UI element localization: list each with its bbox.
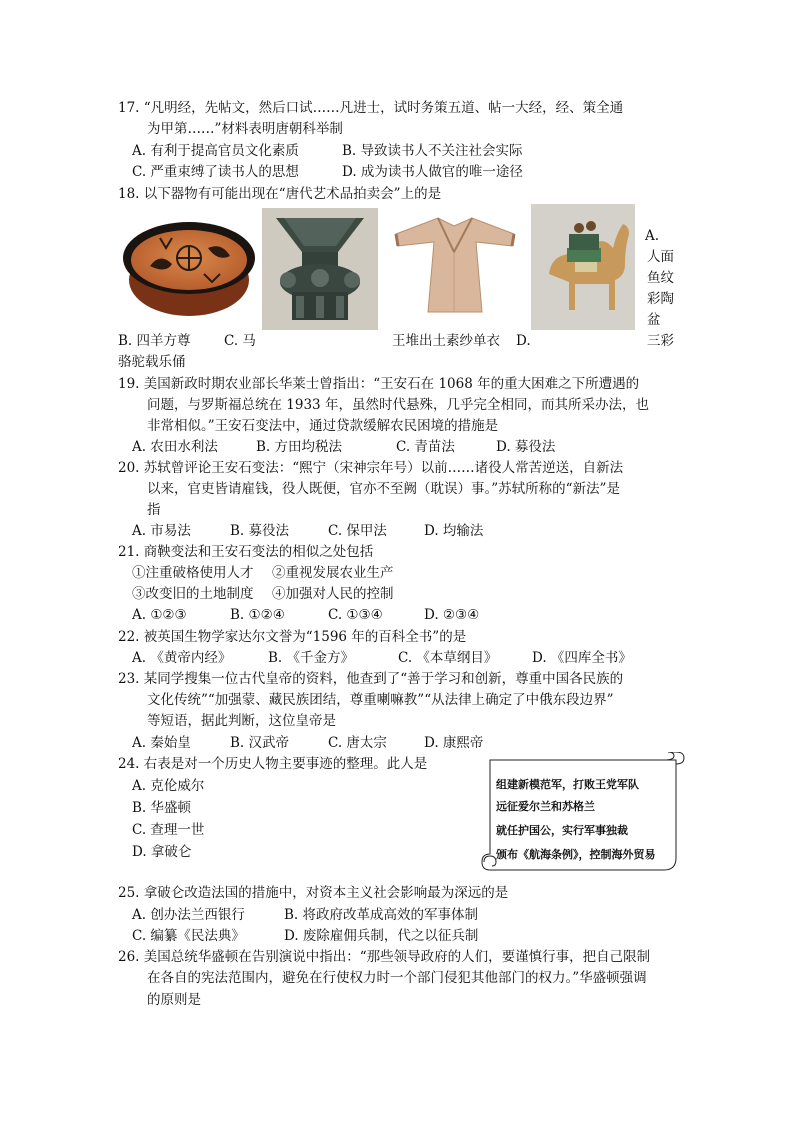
q18-option-c-continued: 王堆出土素纱单衣 [392,333,500,349]
q19-options [132,437,555,457]
q22-option-c[interactable]: C. 《本草纲目》 [398,650,498,666]
q21-item-3: ③改变旧的土地制度 [132,586,254,602]
q17-options-row2 [132,162,523,182]
q19-option-b[interactable]: B. 方田均税法 [256,439,343,455]
q18-option-a-text-2: 鱼纹 [647,270,674,286]
q21-stem: 21. 商鞅变法和王安石变法的相似之处包括 [118,544,374,560]
q23-options [132,733,483,753]
q19-option-a[interactable]: A. 农田水利法 [132,439,218,455]
q24-table-row-2: 远征爱尔兰和苏格兰 [496,800,595,813]
tricolor-camel-figurine-image [531,204,635,330]
q20-stem-line2: 以来，官吏皆请雇钱，役人既便，官亦不至阙（耽误）事。”苏轼所称的“新法”是 [147,481,620,497]
painted-pottery-basin-image [120,208,258,326]
q21-item-4: ④加强对人民的控制 [272,586,394,602]
q22-options [132,648,632,668]
q18-option-d-tail-1: 三彩 [647,333,674,349]
q17-options-row1 [132,141,523,161]
q19-option-c[interactable]: C. 青苗法 [396,439,455,455]
q18-stem: 18. 以下器物有可能出现在“唐代艺术品拍卖会”上的是 [118,186,442,202]
q26-stem-line2: 在各自的宪法范围内，避免在行使权力时一个部门侵犯其他部门的权力。”华盛顿强调 [147,970,647,986]
q19-stem-line2: 问题，与罗斯福总统在 1933 年，虽然时代悬殊，几乎完全相同，而其所采办法，也 [147,397,649,413]
q26-stem-line3: 的原则是 [147,992,201,1008]
q21-item-2: ②重视发展农业生产 [272,565,394,581]
q26-stem-line1: 26. 美国总统华盛顿在告别演说中指出：“那些领导政府的人们，要谨慎行事，把自己限制 [118,949,651,965]
q24-scroll-table [480,752,686,880]
q20-option-c[interactable]: C. 保甲法 [328,523,387,539]
q20-stem-line1: 20. 苏轼曾评论王安石变法：“熙宁（宋神宗年号）以前……诸役人常苦逆送，自新法 [118,460,624,476]
q23-stem-line2: 文化传统”“加强蒙、藏民族团结，尊重喇嘛教”“从法律上确定了中俄东段边界” [147,692,614,708]
q23-stem-line3: 等短语，据此判断，这位皇帝是 [147,713,336,729]
q24-table-row-4: 颁布《航海条例》，控制海外贸易 [496,848,656,861]
q17-option-d[interactable]: D. 成为读书人做官的唯一途径 [342,164,523,180]
q21-options [132,605,479,625]
q25-stem: 25. 拿破仑改造法国的措施中，对资本主义社会影响最为深远的是 [118,885,509,901]
q24-table-row-3: 就任护国公，实行军事独裁 [496,824,628,837]
q18-option-b[interactable]: B. 四羊方尊 [118,333,191,349]
q24-option-a[interactable]: A. 克伦威尔 [132,778,205,794]
q21-option-d[interactable]: D. ②③④ [424,607,480,623]
q23-option-d[interactable]: D. 康熙帝 [424,735,484,751]
q25-option-b[interactable]: B. 将政府改革成高效的军事体制 [284,907,479,923]
q23-option-a[interactable]: A. 秦始皇 [132,735,191,751]
q24-stem: 24. 右表是对一个历史人物主要事迹的整理。此人是 [118,756,428,772]
q18-option-a-text-1: 人面 [647,249,674,265]
q22-option-d[interactable]: D. 《四库全书》 [532,650,632,666]
q21-option-c[interactable]: C. ①③④ [328,607,383,623]
q18-option-d-tail-2: 骆驼载乐俑 [118,354,186,370]
q25-option-d[interactable]: D. 废除雇佣兵制，代之以征兵制 [284,928,479,944]
q22-option-a[interactable]: A. 《黄帝内经》 [132,650,232,666]
q20-stem-line3: 指 [147,502,161,518]
q21-items-row2 [132,584,394,604]
q18-option-d[interactable]: D. [516,333,531,349]
q24-option-c[interactable]: C. 查理一世 [132,822,205,838]
q23-option-c[interactable]: C. 唐太宗 [328,735,387,751]
q19-option-d[interactable]: D. 募役法 [496,439,556,455]
q19-stem-line3: 非常相似。”王安石变法中，通过贷款缓解农民困境的措施是 [147,418,499,434]
q17-option-c[interactable]: C. 严重束缚了读书人的思想 [132,164,299,180]
four-ram-square-zun-image [262,208,378,330]
q18-option-a-label[interactable]: A. [645,228,660,244]
q22-stem: 22. 被英国生物学家达尔文誉为“1596 年的百科全书”的是 [118,629,467,645]
plain-gauze-robe-image [392,212,518,318]
q19-stem-line1: 19. 美国新政时期农业部长华莱士曾指出：“王安石在 1068 年的重大困难之下所遭遇的 [118,376,640,392]
q22-option-b[interactable]: B. 《千金方》 [268,650,355,666]
q21-option-a[interactable]: A. ①②③ [132,607,187,623]
q18-option-a-text-3: 彩陶 [647,291,674,307]
q21-items-row1 [132,563,394,583]
q18-option-a-text-4: 盆 [647,312,661,328]
q23-stem-line1: 23. 某同学搜集一位古代皇帝的资料，他查到了“善于学习和创新，尊重中国各民族的 [118,671,624,687]
q25-option-a[interactable]: A. 创办法兰西银行 [132,907,245,923]
q25-options-row2 [132,926,478,946]
q17-option-a[interactable]: A. 有利于提高官员文化素质 [132,143,299,159]
q20-option-a[interactable]: A. 市易法 [132,523,191,539]
q25-option-c[interactable]: C. 编纂《民法典》 [132,928,245,944]
q25-options-row1 [132,905,478,925]
q24-table-row-1: 组建新模范军，打败王党军队 [496,778,639,791]
q24-option-b[interactable]: B. 华盛顿 [132,800,192,816]
q17-option-b[interactable]: B. 导致读书人不关注社会实际 [342,143,523,159]
q23-option-b[interactable]: B. 汉武帝 [230,735,290,751]
q21-option-b[interactable]: B. ①②④ [230,607,285,623]
q20-options [132,521,483,541]
q17-stem-line1: 17. “凡明经，先帖文，然后口试……凡进士，试时务策五道、帖一大经，经、策全通 [118,100,624,116]
q24-option-d[interactable]: D. 拿破仑 [132,844,192,860]
q18-option-c[interactable]: C. 马 [224,333,256,349]
q21-item-1: ①注重破格使用人才 [132,565,254,581]
q20-option-b[interactable]: B. 募役法 [230,523,290,539]
q20-option-d[interactable]: D. 均输法 [424,523,484,539]
q17-stem-line2: 为甲第……”材料表明唐朝科举制 [147,121,343,137]
